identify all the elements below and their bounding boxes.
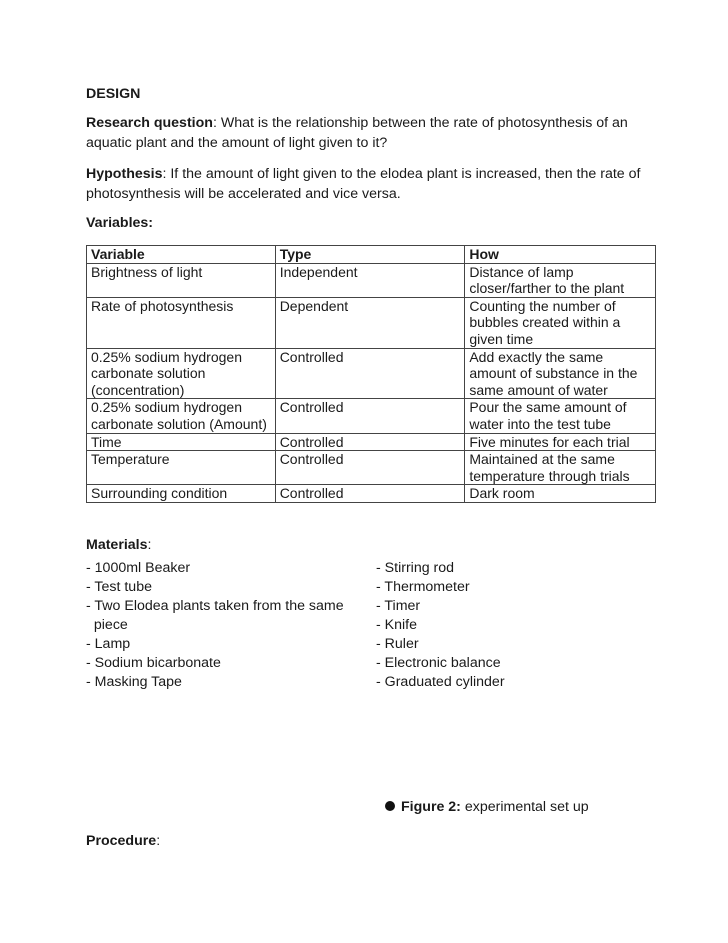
list-item: - Knife (376, 616, 418, 633)
cell-how: Dark room (465, 485, 656, 503)
cell-variable: Time (87, 433, 276, 451)
materials-lists (86, 559, 660, 699)
cell-type: Controlled (275, 451, 465, 485)
cell-variable: 0.25% sodium hydrogen carbonate solution (Amount) (87, 399, 276, 433)
list-item: - Graduated cylinder (376, 673, 505, 690)
bullet-icon (385, 801, 395, 811)
procedure-colon: : (156, 833, 161, 849)
table-row (87, 399, 656, 433)
table-row (87, 485, 656, 503)
research-question-label: Research question (86, 115, 213, 131)
list-item: - Test tube (86, 578, 152, 595)
list-item: - Timer (376, 597, 421, 614)
table-row (87, 433, 656, 451)
procedure-label: Procedure (86, 833, 157, 849)
figure-caption-text: experimental set up (460, 799, 589, 815)
list-item: - Thermometer (376, 578, 470, 595)
table-row (87, 297, 656, 348)
figure-label: Figure 2: (401, 799, 461, 815)
table-header-row (87, 246, 656, 264)
list-item: - Sodium bicarbonate (86, 654, 221, 671)
cell-type: Controlled (275, 348, 465, 399)
cell-type: Controlled (275, 433, 465, 451)
cell-how: Pour the same amount of water into the test tube (465, 399, 656, 433)
header-type: Type (275, 246, 465, 264)
research-question (86, 113, 660, 153)
table-row (87, 263, 656, 297)
list-item: - Electronic balance (376, 654, 501, 671)
cell-how: Add exactly the same amount of substance in the same amount of water (465, 348, 656, 399)
list-item: - 1000ml Beaker (86, 559, 191, 576)
materials-label: Materials (86, 536, 148, 553)
cell-how: Maintained at the same temperature through trials (465, 451, 656, 485)
research-question-text: : What is the relationship between the rate of photosynthesis of an aquatic plant and the amount of light given to it? (86, 115, 628, 151)
variables-heading: Variables: (86, 215, 154, 231)
list-item: - Masking Tape (86, 673, 182, 690)
cell-type: Dependent (275, 297, 465, 348)
table-row (87, 348, 656, 399)
cell-how: Five minutes for each trial (465, 433, 656, 451)
cell-variable: Surrounding condition (87, 485, 276, 503)
figure-caption (385, 799, 589, 815)
list-item: piece (86, 616, 128, 633)
materials-heading (86, 537, 660, 553)
cell-type: Controlled (275, 399, 465, 433)
list-item: - Ruler (376, 635, 419, 652)
hypothesis-text: : If the amount of light given to the elodea plant is increased, then the rate of photosynthesis will be accelerated and vice versa. (86, 166, 641, 202)
list-item: - Stirring rod (376, 559, 455, 576)
list-item: - Two Elodea plants taken from the same (86, 597, 344, 614)
cell-variable: Temperature (87, 451, 276, 485)
variables-table (86, 245, 656, 503)
cell-variable: 0.25% sodium hydrogen carbonate solution (concentration) (87, 348, 276, 399)
cell-type: Independent (275, 263, 465, 297)
hypothesis-label: Hypothesis (86, 166, 163, 182)
table-row (87, 451, 656, 485)
header-variable: Variable (87, 246, 276, 264)
list-item: - Lamp (86, 635, 131, 652)
cell-variable: Brightness of light (87, 263, 276, 297)
document-page (86, 86, 660, 699)
materials-colon: : (147, 536, 152, 553)
hypothesis (86, 164, 660, 204)
design-heading: DESIGN (86, 86, 141, 102)
materials-list-left (86, 559, 366, 692)
cell-how: Distance of lamp closer/farther to the plant (465, 263, 656, 297)
materials-list-right (376, 559, 656, 692)
cell-type: Controlled (275, 485, 465, 503)
header-how: How (465, 246, 656, 264)
cell-variable: Rate of photosynthesis (87, 297, 276, 348)
cell-how: Counting the number of bubbles created within a given time (465, 297, 656, 348)
procedure-heading (86, 833, 160, 849)
